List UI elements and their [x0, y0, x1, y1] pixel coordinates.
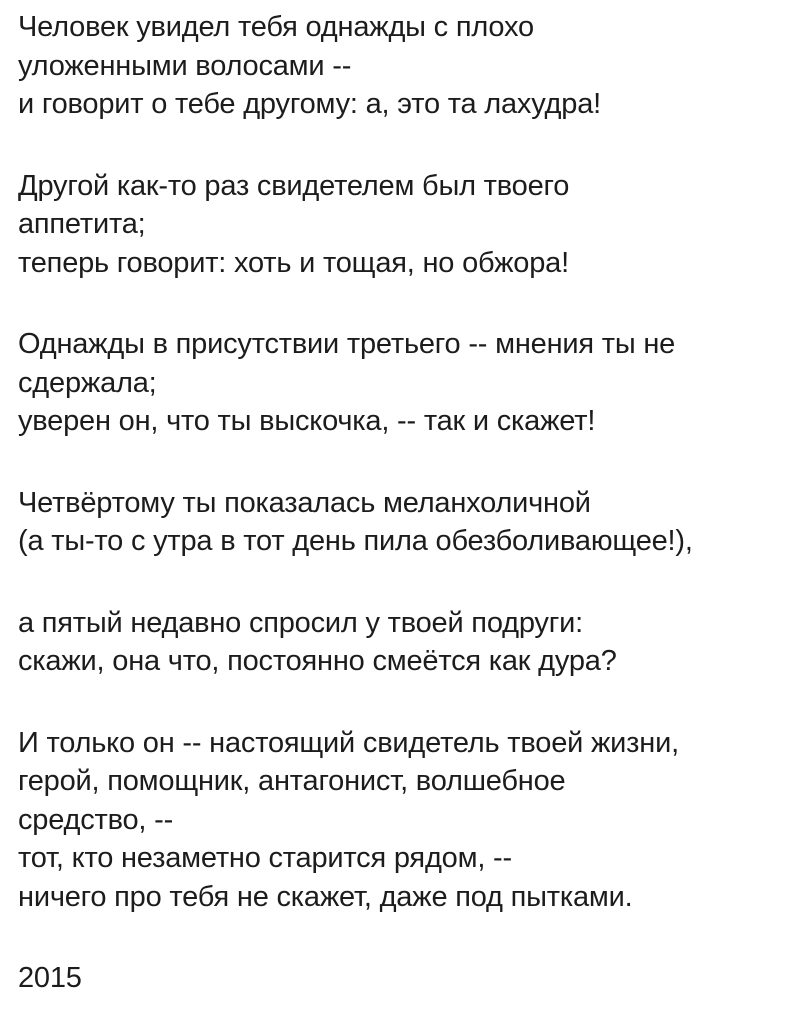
poem-line: Другой как-то раз свидетелем был твоего [18, 169, 570, 202]
poem-line: Однажды в присутствии третьего -- мнения ты не [18, 328, 676, 360]
stanza-1 [18, 8, 808, 124]
stanza-2 [18, 167, 808, 283]
poem-line: И только он -- настоящий свидетель твоей жизни, [18, 726, 679, 759]
poem-line: а пятый недавно спросил у твоей подруги: [18, 606, 583, 639]
poem-year: 2015 [18, 962, 82, 994]
poem-line: скажи, она что, постоянно смеётся как дура? [18, 645, 617, 677]
poem-line: уверен он, что ты выскочка, -- так и скажет! [18, 405, 596, 437]
poem-text [18, 8, 808, 998]
poem-line: (а ты-то с утра в тот день пила обезболивающее!), [18, 525, 693, 557]
poem-line: аппетита; [18, 208, 146, 240]
poem-line: и говорит о тебе другому: а, это та лахудра! [18, 88, 601, 120]
poem-line: герой, помощник, антагонист, волшебное [18, 765, 566, 797]
stanza-3 [18, 325, 808, 441]
stanza-5 [18, 604, 808, 681]
poem-line: ничего про тебя не скажет, даже под пытками. [18, 880, 633, 913]
poem-line: тот, кто незаметно старится рядом, -- [18, 842, 512, 874]
poem-line: теперь говорит: хоть и тощая, но обжора! [18, 246, 569, 279]
stanza-6 [18, 724, 808, 917]
poem-line: уложенными волосами -- [18, 49, 352, 82]
poem-line: Человек увидел тебя однажды с плохо [18, 11, 534, 43]
poem-line: Четвёртому ты показалась меланхоличной [18, 486, 591, 519]
poem-line: средство, -- [18, 803, 174, 836]
poem-line: сдержала; [18, 366, 157, 399]
stanza-4 [18, 484, 808, 561]
